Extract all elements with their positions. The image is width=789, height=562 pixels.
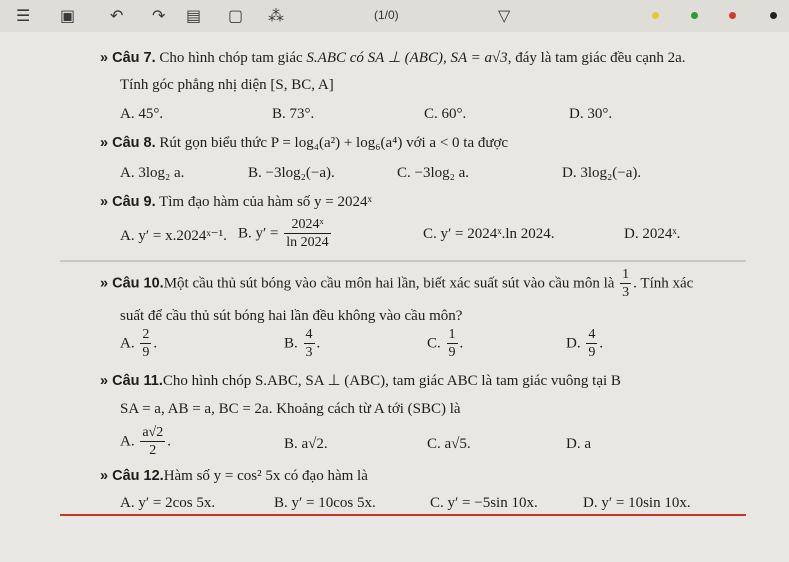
toolbar [0,0,789,32]
question-label: » Câu 7. [100,50,156,66]
question-label: » Câu 9. [100,194,156,210]
question-12 [100,468,368,485]
q12-option-b[interactable]: B. y′ = 10cos 5x. [274,495,376,511]
red-color-dot[interactable] [729,12,736,19]
q9-option-d[interactable]: D. 2024ˣ. [624,226,681,242]
q7-option-c[interactable]: C. 60°. [424,106,467,122]
question-8 [100,135,508,152]
q7-option-d[interactable]: D. 30°. [569,106,613,122]
redo-icon[interactable]: ↷ [152,6,166,25]
red-underline [60,514,746,516]
question-math: S.ABC có SA ⊥ (ABC), SA = a√3 [306,50,508,66]
black-color-dot[interactable] [770,12,777,19]
undo-icon[interactable]: ↶ [110,6,124,25]
question-7-line2: Tính góc phẳng nhị diện [S, BC, A] [120,77,334,93]
q7-option-b[interactable]: B. 73°. [272,106,315,122]
q8-option-b[interactable]: B. −3log₂(−a). [248,165,335,181]
question-text: Cho hình chóp tam giác [159,50,303,66]
divider [60,260,746,262]
q10-option-b[interactable]: B. $\frac{4}{3}$ . [284,327,321,360]
q10-fraction: $\frac{1}{3}$ [622,267,630,300]
q10-option-a[interactable]: A. $\frac{2}{9}$ . [120,327,158,360]
question-text: Một cầu thủ sút bóng vào cầu môn hai lần, biết xác suất sút vào cầu môn là [163,275,615,292]
clipboard-icon[interactable]: ▤ [186,6,202,25]
question-11 [100,371,621,390]
funnel-icon[interactable]: ▽ [498,6,511,25]
q8-option-c[interactable]: C. −3log₂ a. [397,165,470,181]
q11-option-a[interactable]: A. $\frac{a√2}{2}$ . [120,425,171,458]
q10-option-c[interactable]: C. $\frac{1}{9}$ . [427,327,464,360]
page-indicator: (1/0) [374,8,399,22]
question-10-line2: suất để cầu thủ sút bóng hai lần đều không vào cầu môn? [120,308,463,324]
question-10 [100,268,693,300]
save-icon[interactable]: ▣ [60,6,76,25]
page-icon[interactable]: ▢ [228,6,244,25]
q8-option-d[interactable]: D. 3log₂(−a). [562,165,642,181]
question-text: Cho hình chóp S.ABC, SA ⊥ (ABC), tam giác ABC là tam giác vuông tại B [162,373,621,389]
q11-option-b[interactable]: B. a√2. [284,436,328,452]
question-text: Tìm đạo hàm của hàm số y = 2024ˣ [159,194,372,210]
document-sheet [0,32,789,562]
q12-option-a[interactable]: A. y′ = 2cos 5x. [120,495,216,511]
q12-option-d[interactable]: D. y′ = 10sin 10x. [583,495,691,511]
question-label: » Câu 12. [100,468,164,484]
question-11-line2: SA = a, AB = a, BC = 2a. Khoảng cách từ A tới (SBC) là [120,401,461,417]
menu-icon[interactable]: ☰ [16,6,31,25]
q7-option-a[interactable]: A. 45°. [120,106,164,122]
q11-option-c[interactable]: C. a√5. [427,436,471,452]
question-text-end: , đáy là tam giác đều cạnh 2a. [507,50,686,66]
nodes-icon[interactable]: ⁂ [268,6,284,25]
q9-option-c[interactable]: C. y′ = 2024ˣ.ln 2024. [423,226,555,242]
question-label: » Câu 8. [100,135,156,151]
q9-option-b[interactable]: B. y′ = $\frac{\text{2024ˣ}}{\ln 2024}$ [238,217,329,250]
q8-option-a[interactable]: A. 3log₂ a. [120,165,185,181]
question-label: » Câu 11. [100,373,163,389]
q10-option-d[interactable]: D. $\frac{4}{9}$ . [566,327,604,360]
question-text: Hàm số y = cos² 5x có đạo hàm là [163,468,368,484]
question-label: » Câu 10. [100,275,164,292]
question-text-end: . Tính xác [633,275,694,292]
q12-option-c[interactable]: C. y′ = −5sin 10x. [430,495,538,511]
q9-option-a[interactable]: A. y′ = x.2024ˣ⁻¹. [120,228,227,244]
green-color-dot[interactable] [691,12,698,19]
yellow-color-dot[interactable] [652,12,659,19]
question-9 [100,194,372,211]
q9-b-fraction: $\frac{\text{2024ˣ}}{\ln 2024}$ [286,217,329,250]
question-7 [100,48,686,67]
q11-option-d[interactable]: D. a [566,436,592,452]
question-text: Rút gọn biểu thức P = log₄(a²) + log₆(a⁴) với a < 0 ta được [159,135,509,151]
